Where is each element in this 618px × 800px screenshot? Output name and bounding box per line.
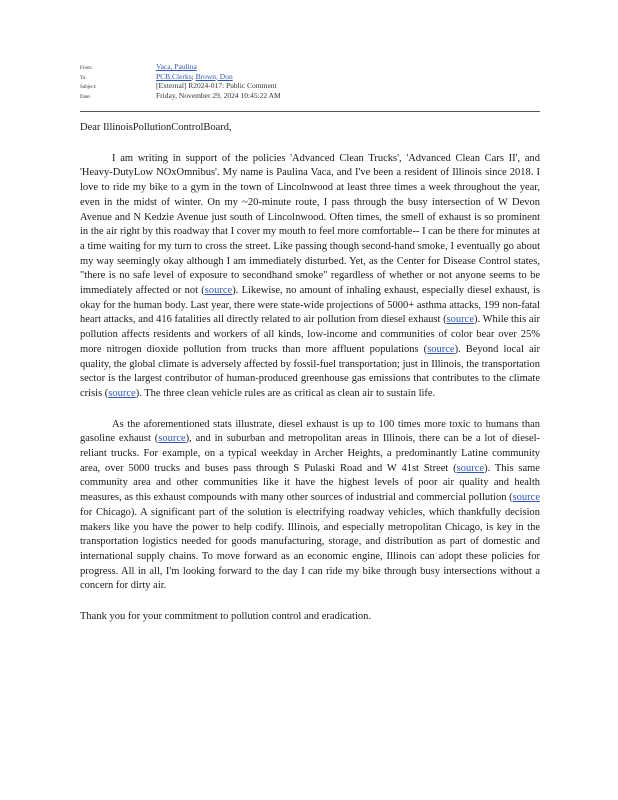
paragraph-1-text-5: ). The three clean vehicle rules are as critical as clean air to sustain life.: [135, 387, 436, 399]
paragraph-2-text-3: ). This same community area and other communities like it have the highest levels of poor air quality and health measures, as this exhaust compounds with many other sources of industrial and commercial pollution (: [80, 462, 540, 504]
header-divider: [80, 111, 540, 112]
date-value: Friday, November 29, 2024 10:45:22 AM: [156, 90, 281, 100]
from-row: [80, 62, 540, 72]
paragraph-1-text-2: ). Likewise, no amount of inhaling exhaust, especially diesel exhaust, is okay for the human body. Last year, there were state-wide projections of 5000+ asthma attacks, 199 non-fatal heart attacks, and 416 fatalities all directly related to air pollution from diesel exhaust (: [80, 285, 540, 326]
to-recipient-2[interactable]: Brown, Don: [195, 71, 233, 81]
to-row: [80, 72, 540, 82]
paragraph-1-text-3: ). While this air pollution affects residents and workers of all kinds, low-income and communities of color bear over 25% more nitrogen dioxide pollution from trucks than more affluent populations (: [80, 314, 540, 355]
source-link[interactable]: source: [446, 314, 474, 326]
source-link[interactable]: source: [204, 285, 233, 297]
subject-value: [External] R2024-017: Public Comment: [156, 81, 277, 90]
source-link[interactable]: source: [456, 462, 485, 474]
email-header: [80, 62, 540, 100]
paragraph-2-text-1: As the aforementioned stats illustrate, diesel exhaust is up to 100 times more toxic to humans than gasoline exhaust (: [80, 418, 540, 445]
paragraph-2-text-2: ), and in suburban and metropolitan areas in Illinois, there can be a lot of diesel-reliant trucks. For example, on a typical weekday in Archer Heights, a predominantly Latine community area, over 5000 trucks and buses pass through S Pulaski Road and W 41st Street (: [80, 433, 541, 474]
paragraph-1-text-1: I am writing in support of the policies 'Advanced Clean Trucks', 'Advanced Clean Cars II', and 'Heavy-DutyLow NOxOmnibus'. My name is Paulina Vaca, and I've been a resident of Illinois since 2018. I love to ride my bike to a gym in the town of Lincolnwood at least three times a week throughout the year, even in the midst of winter. On my ~20-minute route, I pass through the busy intersection of W Devon Avenue and N Kedzie Avenue just south of Lincolnwood. Often times, the smell of exhaust is so prominent in the air right by this roadway that I cover my mouth to feel more comfortable-- I can be there for minutes at a time waiting for my turn to cross the street. Like passing though second-hand smoke, I eventually go about my way seemingly okay although I am immediately disturbed. Yet, as the Center for Disease Control states, "there is no safe level of exposure to secondhand smoke" regardless of whether or not anyone seems to be immediately affected or not (: [80, 152, 540, 297]
source-link[interactable]: source: [158, 433, 186, 445]
to-separator: ;: [191, 71, 196, 81]
subject-row: [80, 81, 540, 91]
paragraph-2-text-4: for Chicago). A significant part of the solution is electrifying roadway vehicles, which thankfully decision makers like you have the power to help codify. Illinois, and especially metropolitan Chicago, is key in the transportation logistics needed for goods manufacturing, storage, and distribution as part of domestic and international supply chains. To move forward as an economic engine, Illinois can adopt these policies for progress. All in all, I'm looking forward to the day I can ride my bike through busy intersections without a concern for dirty air.: [80, 506, 540, 592]
paragraph-1-text-4: ). Beyond local air quality, the global climate is adversely affected by fossil-fuel transportation; just in Illinois, the transportation sector is the largest contributor of human-produced greenhouse gas emissions that contributes to the climate crisis (: [80, 343, 541, 399]
paragraph-1: [80, 152, 540, 402]
subject-label: Subject:: [80, 85, 97, 90]
date-label: Date:: [80, 94, 91, 100]
source-link[interactable]: source: [108, 387, 136, 399]
to-label: To:: [80, 75, 87, 81]
date-row: [80, 91, 540, 101]
closing-line: Thank you for your commitment to pollution control and eradication.: [80, 611, 372, 623]
to-recipient-1[interactable]: PCB.Clerks: [156, 71, 192, 81]
source-link[interactable]: source: [427, 343, 455, 355]
to-value: [156, 72, 233, 81]
source-link[interactable]: source: [512, 492, 540, 504]
paragraph-2: [80, 418, 540, 594]
from-value[interactable]: Vaca, Paulina: [156, 62, 197, 71]
salutation: Dear IllinoisPollutionControlBoard,: [80, 122, 232, 133]
from-label: From:: [80, 66, 93, 71]
letter-body: [80, 121, 540, 625]
